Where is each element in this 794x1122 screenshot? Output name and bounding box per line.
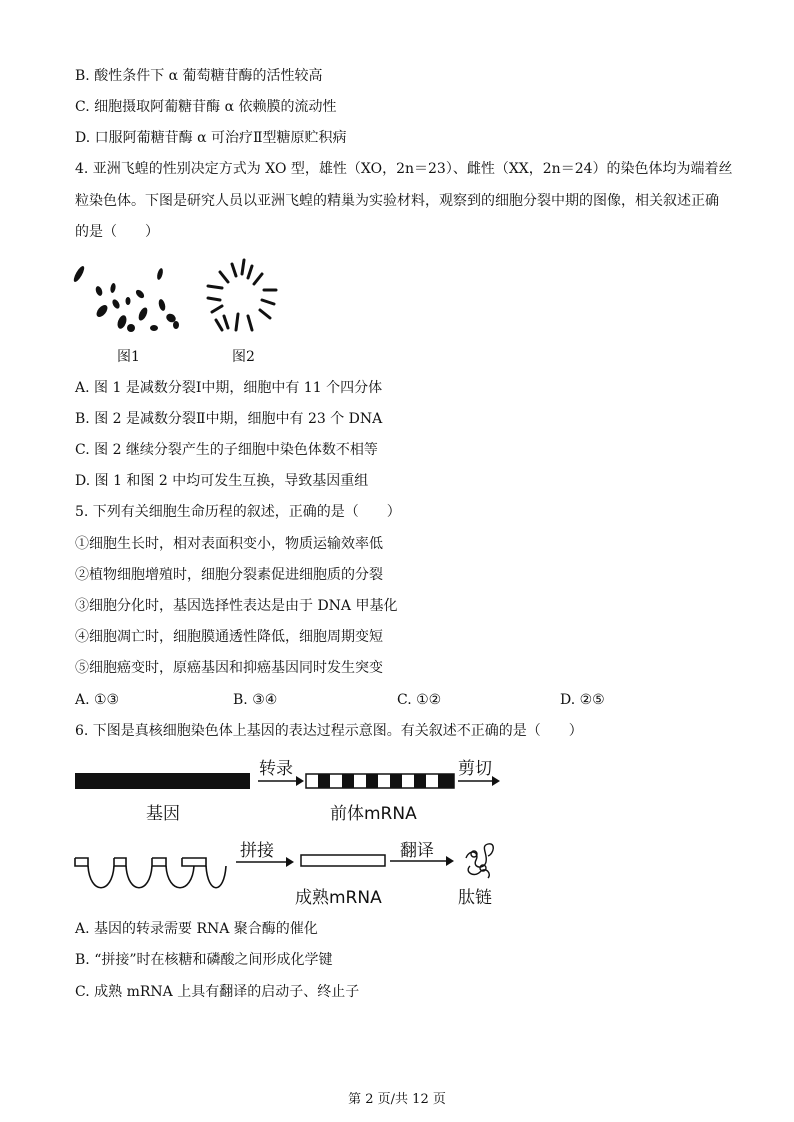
q5-stem: 5. 下列有关细胞生命历程的叙述，正确的是（ ） xyxy=(75,504,401,520)
q5-option-d: D. ②⑤ xyxy=(560,692,605,708)
q5-options-row xyxy=(75,690,735,710)
peptide-chain xyxy=(466,844,493,878)
q4-option-b: B. 图 2 是减数分裂Ⅱ中期，细胞中有 23 个 DNA xyxy=(75,411,383,427)
diagram-translation-label: 翻译 xyxy=(400,841,434,861)
figure-1-chromosomes xyxy=(70,258,185,340)
q5-statement-5: ⑤细胞癌变时，原癌基因和抑癌基因同时发生突变 xyxy=(75,660,383,676)
gene-expression-diagram xyxy=(0,750,794,910)
q4-stem-line-2: 粒染色体。下图是研究人员以亚洲飞蝗的精巢为实验材料，观察到的细胞分裂中期的图像，相关叙述正确 xyxy=(75,193,719,209)
figure-2-label: 图2 xyxy=(232,349,255,365)
diagram-mature-mrna-label: 成熟mRNA xyxy=(295,888,382,908)
diagram-transcription-label: 转录 xyxy=(259,759,293,779)
spliced-introns xyxy=(75,858,226,888)
q3-option-c: C. 细胞摄取阿葡糖苷酶 α 依赖膜的流动性 xyxy=(75,99,337,115)
diagram-splice-label: 拼接 xyxy=(240,841,274,861)
q4-option-d: D. 图 1 和图 2 中均可发生互换，导致基因重组 xyxy=(75,473,369,489)
diagram-cut-label: 剪切 xyxy=(458,759,492,779)
q6-option-b: B. “拼接”时在核糖和磷酸之间形成化学键 xyxy=(75,952,333,968)
q4-stem-line-1: 4. 亚洲飞蝗的性别决定方式为 XO 型，雄性（XO，2n＝23）、雌性（XX，2n＝24）的染色体均为端着丝 xyxy=(75,161,733,177)
q5-statement-1: ①细胞生长时，相对表面积变小，物质运输效率低 xyxy=(75,536,383,552)
q4-stem-line-3: 的是（ ） xyxy=(75,224,159,240)
q6-stem: 6. 下图是真核细胞染色体上基因的表达过程示意图。有关叙述不正确的是（ ） xyxy=(75,723,583,739)
q5-statement-4: ④细胞凋亡时，细胞膜通透性降低，细胞周期变短 xyxy=(75,629,383,645)
figure-1-label: 图1 xyxy=(117,349,140,365)
q6-option-a: A. 基因的转录需要 RNA 聚合酶的催化 xyxy=(75,921,318,937)
q6-option-c: C. 成熟 mRNA 上具有翻译的启动子、终止子 xyxy=(75,984,360,1000)
q5-option-b: B. ③④ xyxy=(233,692,278,708)
q5-option-c: C. ①② xyxy=(397,692,442,708)
diagram-peptide-label: 肽链 xyxy=(458,888,492,908)
q5-statement-3: ③细胞分化时，基因选择性表达是由于 DNA 甲基化 xyxy=(75,598,398,614)
q4-option-c: C. 图 2 继续分裂产生的子细胞中染色体数不相等 xyxy=(75,442,378,458)
diagram-pre-mrna-label: 前体mRNA xyxy=(330,804,417,824)
diagram-gene-label: 基因 xyxy=(146,804,180,824)
pre-mrna-bar xyxy=(306,774,454,788)
q4-option-a: A. 图 1 是减数分裂Ⅰ中期，细胞中有 11 个四分体 xyxy=(75,380,383,396)
mature-mrna-bar xyxy=(301,855,385,866)
q5-option-a: A. ①③ xyxy=(75,692,120,708)
q3-option-b: B. 酸性条件下 α 葡萄糖苷酶的活性较高 xyxy=(75,68,323,84)
q3-option-d: D. 口服阿葡糖苷酶 α 可治疗Ⅱ型糖原贮积病 xyxy=(75,130,347,146)
figure-2-chromosomes xyxy=(202,256,282,338)
gene-bar xyxy=(75,773,250,789)
q5-statement-2: ②植物细胞增殖时，细胞分裂素促进细胞质的分裂 xyxy=(75,567,383,583)
page-footer: 第 2 页/共 12 页 xyxy=(348,1092,446,1107)
